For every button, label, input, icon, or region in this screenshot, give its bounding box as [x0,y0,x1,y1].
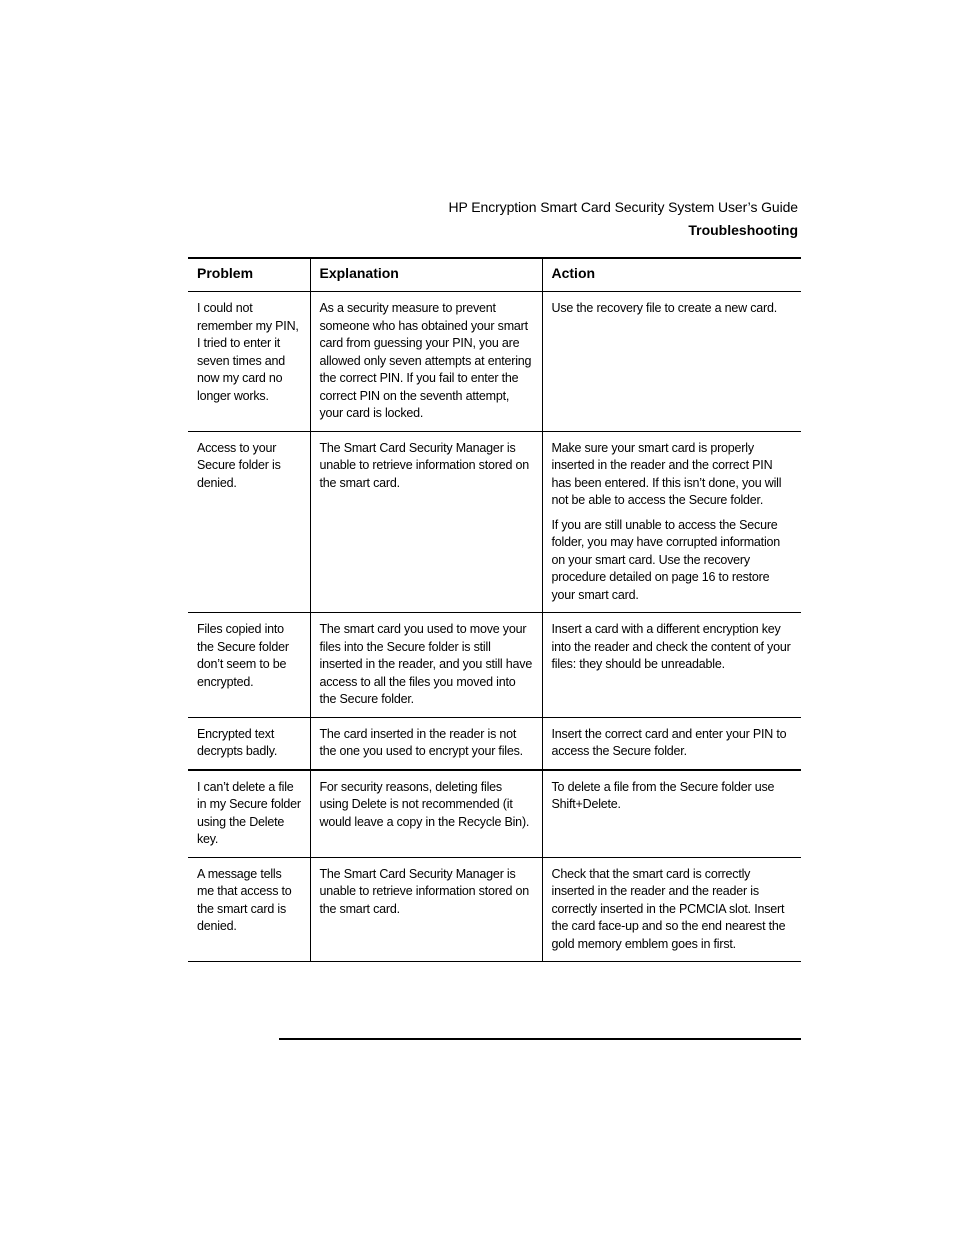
column-header-explanation: Explanation [310,258,542,292]
action-cell [542,857,801,962]
table-row [188,292,801,432]
explanation-cell: The smart card you used to move your files into the Secure folder is still inserted in the reader, and you still have access to all the files you moved into the Secure folder. [310,613,542,718]
table-row [188,431,801,613]
column-header-action: Action [542,258,801,292]
action-cell [542,717,801,770]
problem-cell: I could not remember my PIN, I tried to enter it seven times and now my card no longer works. [188,292,310,432]
action-paragraph: Make sure your smart card is properly inserted in the reader and the correct PIN has been entered. If this isn’t done, you will not be able to access the Secure folder. [551,440,782,507]
footer-rule [279,1038,801,1040]
problem-cell: A message tells me that access to the smart card is denied. [188,857,310,962]
problem-cell: I can’t delete a file in my Secure folder using the Delete key. [188,770,310,858]
problem-cell: Access to your Secure folder is denied. [188,431,310,613]
section-title: Troubleshooting [688,222,798,238]
action-paragraph: Insert a card with a different encryption key into the reader and check the content of your files: they should be unreadable. [551,622,791,671]
problem-cell: Encrypted text decrypts badly. [188,717,310,770]
action-cell [542,770,801,858]
column-header-problem: Problem [188,258,310,292]
action-cell [542,613,801,718]
guide-title: HP Encryption Smart Card Security System User’s Guide [448,199,798,215]
explanation-cell: The card inserted in the reader is not the one you used to encrypt your files. [310,717,542,770]
explanation-cell: For security reasons, deleting files using Delete is not recommended (it would leave a copy in the Recycle Bin). [310,770,542,858]
page-header [449,197,799,240]
table-row [188,613,801,718]
explanation-cell: The Smart Card Security Manager is unable to retrieve information stored on the smart card. [310,857,542,962]
action-cell [542,431,801,613]
action-paragraph: Use the recovery file to create a new card. [551,301,778,315]
explanation-cell: As a security measure to prevent someone who has obtained your smart card from guessing your PIN, you are allowed only seven attempts at entering the correct PIN. If you fail to enter the correct PIN on the seventh attempt, your card is locked. [310,292,542,432]
action-paragraph: Insert the correct card and enter your PIN to access the Secure folder. [551,726,787,758]
action-paragraph: If you are still unable to access the Secure folder, you may have corrupted information on your smart card. Use the recovery procedure detailed on page 16 to restore your smart card. [551,517,781,602]
explanation-cell: The Smart Card Security Manager is unable to retrieve information stored on the smart card. [310,431,542,613]
table-row [188,717,801,770]
problem-cell: Files copied into the Secure folder don’t seem to be encrypted. [188,613,310,718]
action-cell [542,292,801,432]
action-paragraph: Check that the smart card is correctly inserted in the reader and the reader is correctly inserted in the PCMCIA slot. Insert the card face-up and so the end nearest the gold memory emblem goes in first. [551,866,786,951]
troubleshooting-table [188,257,801,962]
action-paragraph: To delete a file from the Secure folder use Shift+Delete. [551,779,775,811]
table-header-row [188,258,801,292]
table-row [188,857,801,962]
table-row [188,770,801,858]
